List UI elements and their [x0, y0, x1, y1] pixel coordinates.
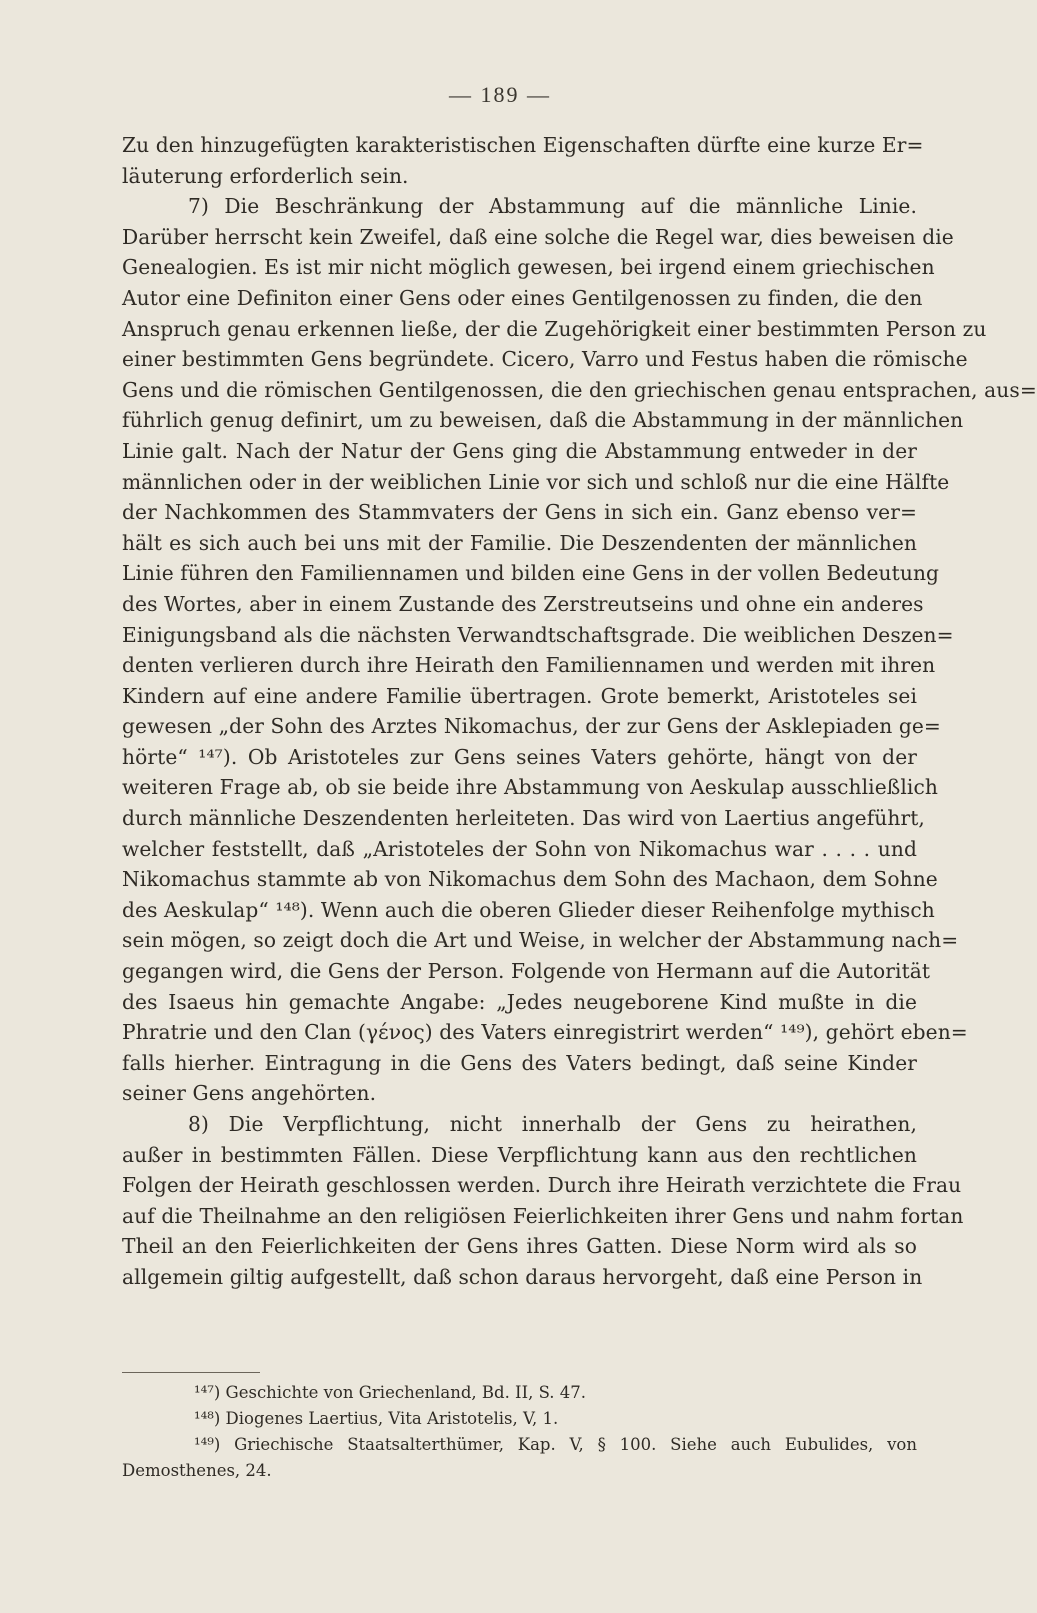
text-line: seiner Gens angehörten.: [122, 1081, 377, 1106]
text-line: läuterung erforderlich sein.: [122, 163, 409, 188]
text-line: führlich genug definirt, um zu beweisen, daß die Abstammung in der männlichen: [122, 408, 964, 433]
text-line: männlichen oder in der weiblichen Linie vor sich und schloß nur die eine Hälfte: [122, 469, 950, 494]
footnote-divider: [122, 1372, 260, 1373]
footnote-148: ¹⁴⁸) Diogenes Laertius, Vita Aristotelis, V, 1.: [194, 1409, 559, 1428]
text-line: der Nachkommen des Stammvaters der Gens in sich ein. Ganz ebenso ver=: [122, 500, 917, 525]
text-line: auf die Theilnahme an den religiösen Feierlichkeiten ihrer Gens und nahm fortan: [122, 1203, 964, 1228]
text-line: Anspruch genau erkennen ließe, der die Zugehörigkeit einer bestimmten Person zu: [122, 316, 987, 341]
text-line: Nikomachus stammte ab von Nikomachus dem Sohn des Machaon, dem Sohne: [122, 867, 938, 892]
text-line: hält es sich auch bei uns mit der Familie. Die Deszendenten der männlichen: [122, 530, 917, 555]
text-line: einer bestimmten Gens begründete. Cicero, Varro und Festus haben die römische: [122, 347, 968, 372]
footnote-149-continuation: Demosthenes, 24.: [122, 1461, 272, 1480]
text-line: Genealogien. Es ist mir nicht möglich gewesen, bei irgend einem griechischen: [122, 255, 935, 280]
text-line: gegangen wird, die Gens der Person. Folgende von Hermann auf die Autorität: [122, 959, 931, 984]
footnotes: [122, 1380, 917, 1484]
text-line: gewesen „der Sohn des Arztes Nikomachus, der zur Gens der Asklepiaden ge=: [122, 714, 941, 739]
text-line: falls hierher. Eintragung in die Gens des Vaters bedingt, daß seine Kinder: [122, 1050, 917, 1075]
text-line: des Isaeus hin gemachte Angabe: „Jedes neugeborene Kind mußte in die: [122, 989, 917, 1014]
text-line: Zu den hinzugefügten karakteristischen Eigenschaften dürfte eine kurze Er=: [122, 133, 924, 157]
text-line: welcher feststellt, daß „Aristoteles der Sohn von Nikomachus war . . . . und: [122, 836, 917, 861]
page-number: — 189 —: [449, 82, 551, 107]
text-line: allgemein giltig aufgestellt, daß schon daraus hervorgeht, daß eine Person in: [122, 1264, 923, 1289]
text-line: Folgen der Heirath geschlossen werden. Durch ihre Heirath verzichtete die Frau: [122, 1173, 962, 1198]
text-line: außer in bestimmten Fällen. Diese Verpflichtung kann aus den rechtlichen: [122, 1142, 917, 1167]
text-line: Kindern auf eine andere Familie übertragen. Grote bemerkt, Aristoteles sei: [122, 683, 917, 708]
text-line: Darüber herrscht kein Zweifel, daß eine solche die Regel war, dies beweisen die: [122, 224, 954, 249]
text-line: durch männliche Deszendenten herleiteten. Das wird von Laertius angeführt,: [122, 806, 925, 831]
text-line: sein mögen, so zeigt doch die Art und Weise, in welcher der Abstammung nach=: [122, 928, 959, 953]
section-heading-line: 7) Die Beschränkung der Abstammung auf die männliche Linie.: [188, 194, 917, 219]
text-line: denten verlieren durch ihre Heirath den Familiennamen und werden mit ihren: [122, 653, 936, 678]
text-line: Gens und die römischen Gentilgenossen, die den griechischen genau entsprachen, aus=: [122, 377, 1037, 402]
text-line: des Wortes, aber in einem Zustande des Zerstreutseins und ohne ein anderes: [122, 591, 924, 616]
text-line: Einigungsband als die nächsten Verwandtschaftsgrade. Die weiblichen Deszen=: [122, 622, 954, 647]
text-line: weiteren Frage ab, ob sie beide ihre Abstammung von Aeskulap ausschließlich: [122, 775, 938, 800]
text-line: des Aeskulap“ ¹⁴⁸). Wenn auch die oberen Glieder dieser Reihenfolge mythisch: [122, 897, 935, 922]
text-line: hörte“ ¹⁴⁷). Ob Aristoteles zur Gens seines Vaters gehörte, hängt von der: [122, 744, 917, 769]
text-line: Autor eine Definiton einer Gens oder eines Gentilgenossen zu finden, die den: [122, 285, 923, 310]
footnote-149: ¹⁴⁹) Griechische Staatsalterthümer, Kap. V, § 100. Siehe auch Eubulides, von: [194, 1435, 917, 1454]
section-heading-line: 8) Die Verpflichtung, nicht innerhalb der Gens zu heirathen,: [188, 1112, 917, 1136]
text-line: Theil an den Feierlichkeiten der Gens ihres Gatten. Diese Norm wird als so: [122, 1234, 917, 1259]
body-text: [122, 130, 1037, 1293]
footnote-147: ¹⁴⁷) Geschichte von Griechenland, Bd. II, S. 47.: [194, 1383, 587, 1402]
text-line: Linie galt. Nach der Natur der Gens ging die Abstammung entweder in der: [122, 438, 917, 463]
text-line: Linie führen den Familiennamen und bilden eine Gens in der vollen Bedeutung: [122, 561, 940, 586]
text-line: Phratrie und den Clan (γένος) des Vaters einregistrirt werden“ ¹⁴⁹), gehört eben=: [122, 1020, 968, 1045]
